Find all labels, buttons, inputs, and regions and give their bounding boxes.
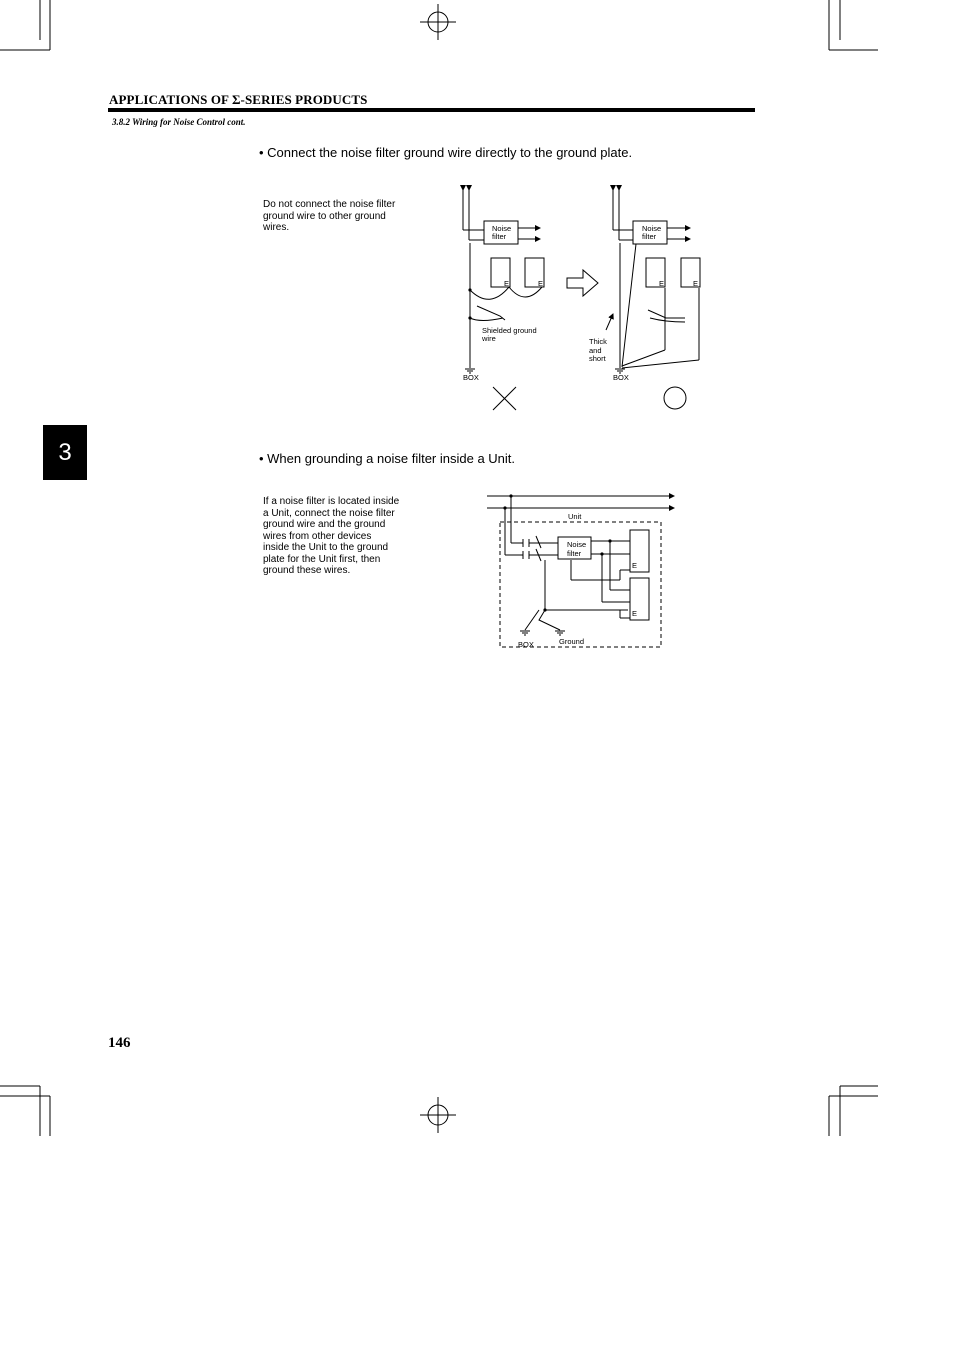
thick-short-label: Thick <box>589 337 607 346</box>
section2-note-line: plate for the Unit first, then <box>263 553 381 565</box>
shielded-wire-label: wire <box>482 334 496 343</box>
box-label: BOX <box>518 640 534 649</box>
unit-grounding-diagram <box>482 488 682 653</box>
page-header-title: APPLICATIONS OF Σ-SERIES PRODUCTS <box>109 92 368 107</box>
section1-note-line: Do not connect the noise filter <box>263 199 396 210</box>
filter-label-right: Noise <box>642 224 662 233</box>
header-rule <box>108 108 755 112</box>
device-label: E <box>632 609 638 618</box>
device-label: E <box>504 279 510 288</box>
section2-note-line: ground wire and the ground <box>263 519 386 530</box>
chapter-tab: 3 <box>43 425 87 480</box>
unit-label: Unit <box>568 512 582 521</box>
section1-note-line: ground wire to other ground <box>263 210 386 222</box>
page-number: 146 <box>108 1035 131 1051</box>
section1-note <box>263 199 395 234</box>
filter-label-unit: filter <box>567 549 582 558</box>
device-label: E <box>632 561 638 570</box>
section-subtitle: 3.8.2 Wiring for Noise Control cont. <box>112 117 246 127</box>
device-label: E <box>693 279 699 288</box>
section1-note-line: wires. <box>263 222 290 233</box>
section2-note-line: ground these wires. <box>263 565 351 576</box>
section2-note-line: a Unit, connect the noise filter <box>263 507 395 519</box>
filter-label-wrong: Noise <box>492 224 512 233</box>
device-label: E <box>659 279 665 288</box>
grounding-diagram-comparison <box>455 185 715 415</box>
ground-label: Ground <box>559 637 585 646</box>
box-label: BOX <box>613 373 629 382</box>
device-label: E <box>538 279 544 288</box>
section2-note <box>263 496 399 577</box>
section2-note-line: wires from other devices <box>263 530 372 542</box>
section1-bullet: • Connect the noise filter ground wire directly to the ground plate. <box>259 145 633 160</box>
thick-short-label: short <box>589 354 606 363</box>
filter-label-unit: Noise <box>567 540 587 549</box>
box-label: BOX <box>463 373 479 382</box>
filter-label-right: filter <box>642 232 657 241</box>
section2-note-line: If a noise filter is located inside <box>263 496 400 507</box>
filter-label-wrong: filter <box>492 232 507 241</box>
section2-note-line: inside the Unit to the ground <box>263 542 389 553</box>
shielded-wire-label: Shielded ground <box>482 326 537 335</box>
thick-short-label: and <box>589 346 602 355</box>
section2-bullet: • When grounding a noise filter inside a Unit. <box>259 451 516 466</box>
